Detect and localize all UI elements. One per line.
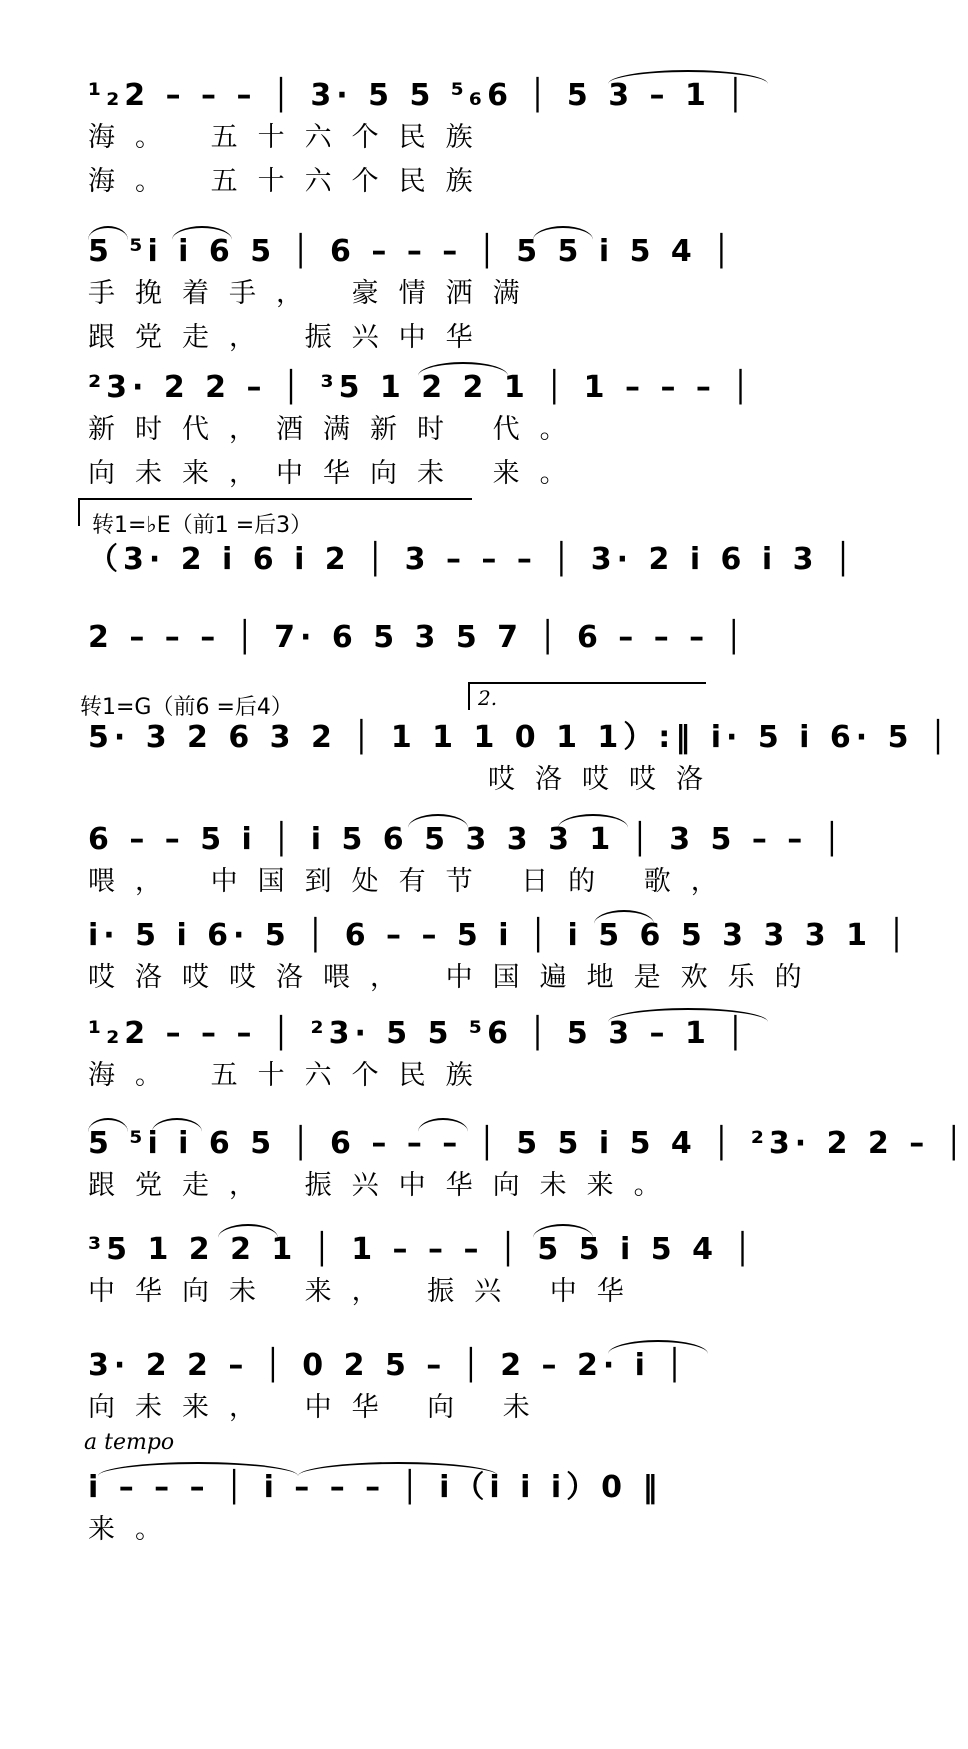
lyric-verse-1: 手挽着手， 豪情洒满 bbox=[88, 278, 540, 309]
tie-slur bbox=[88, 1118, 128, 1132]
notation-line: 2 – – – │ 7· 6 5 3 5 7 │ 6 – – – │ bbox=[88, 620, 748, 655]
volta-label: 2. bbox=[478, 686, 498, 710]
tie-slur bbox=[152, 1118, 202, 1132]
tie-slur bbox=[608, 70, 768, 84]
lyric-verse-2: 跟党走， 振兴中华 bbox=[88, 322, 493, 353]
tie-slur bbox=[418, 362, 508, 376]
tie-slur bbox=[418, 1118, 468, 1132]
lyric-verse-2: 向未来，中华向未 来。 bbox=[88, 458, 587, 489]
lyric-verse-1: 中华向未 来， 振兴 中华 bbox=[88, 1276, 644, 1307]
notation-line: 5· 3 2 6 3 2 │ 1 1 1 0 1 1）:‖ i· 5 i 6· 5 │ bbox=[88, 720, 952, 755]
lyric-verse-1: 新时代，酒满新时 代。 bbox=[88, 414, 587, 445]
notation-line: 3· 2 2 – │ 0 2 5 – │ 2 – 2· i │ bbox=[88, 1348, 689, 1383]
lyric-verse-1: 海。 五十六个民族 bbox=[88, 122, 493, 153]
notation-line: 6 – – 5 i │ i 5 6 5 3 3 3 1 │ 3 5 – – │ bbox=[88, 822, 846, 857]
tie-slur bbox=[218, 1224, 278, 1238]
volta-bracket-2 bbox=[468, 682, 706, 710]
notation-line: ¹₂2 – – – │ 3· 5 5 ⁵₆6 │ 5 3 – 1 │ bbox=[88, 78, 750, 113]
key-change-label: 转1=G（前6 =后4） bbox=[80, 695, 293, 720]
tie-slur bbox=[608, 1340, 708, 1354]
lyric-verse-2: 海。 五十六个民族 bbox=[88, 166, 493, 197]
tie-slur bbox=[408, 814, 468, 828]
tie-slur bbox=[533, 226, 593, 240]
tie-slur bbox=[608, 1008, 768, 1022]
notation-line: 5 ⁵i i 6 5 │ 6 – – – │ 5 5 i 5 4 │ bbox=[88, 234, 736, 269]
lyric-verse-1: 海。 五十六个民族 bbox=[88, 1060, 493, 1091]
tie-slur bbox=[98, 1462, 298, 1476]
lyric-verse-1: 哎洛哎哎洛 bbox=[488, 764, 723, 795]
lyric-verse-1: 喂， 中国到处有节 日的 歌， bbox=[88, 866, 738, 897]
tie-slur bbox=[88, 226, 128, 240]
tie-slur bbox=[172, 226, 232, 240]
lyric-verse-1: 来。 bbox=[88, 1514, 182, 1545]
notation-line: i – – – │ i – – – │ i（i i i）0 ‖ bbox=[88, 1470, 663, 1505]
tie-slur bbox=[533, 1224, 593, 1238]
notation-line: 5 ⁵i i 6 5 │ 6 – – – │ 5 5 i 5 4 │ ²3· 2 2 – │ bbox=[88, 1126, 968, 1161]
notation-line: ²3· 2 2 – │ ³5 1 2 2 1 │ 1 – – – │ bbox=[88, 370, 755, 405]
tie-slur bbox=[558, 814, 628, 828]
key-change-label: 转1=♭E（前1 =后3） bbox=[92, 513, 313, 538]
lyric-verse-1: 哎洛哎哎洛喂， 中国遍地是欢乐的 bbox=[88, 962, 822, 993]
lyric-verse-1: 跟党走， 振兴中华向未来。 bbox=[88, 1170, 681, 1201]
lyric-verse-1: 向未来， 中华 向 未 bbox=[88, 1392, 550, 1423]
notation-line: ¹₂2 – – – │ ²3· 5 5 ⁵6 │ 5 3 – 1 │ bbox=[88, 1016, 750, 1051]
notation-line: （3· 2 i 6 i 2 │ 3 – – – │ 3· 2 i 6 i 3 │ bbox=[88, 542, 857, 577]
notation-line: ³5 1 2 2 1 │ 1 – – – │ 5 5 i 5 4 │ bbox=[88, 1232, 757, 1267]
tie-slur bbox=[594, 910, 654, 924]
notation-line: i· 5 i 6· 5 │ 6 – – 5 i │ i 5 6 5 3 3 3 1 │ bbox=[88, 918, 911, 953]
tempo-marking: a tempo bbox=[84, 1430, 175, 1455]
tie-slur bbox=[298, 1462, 498, 1476]
